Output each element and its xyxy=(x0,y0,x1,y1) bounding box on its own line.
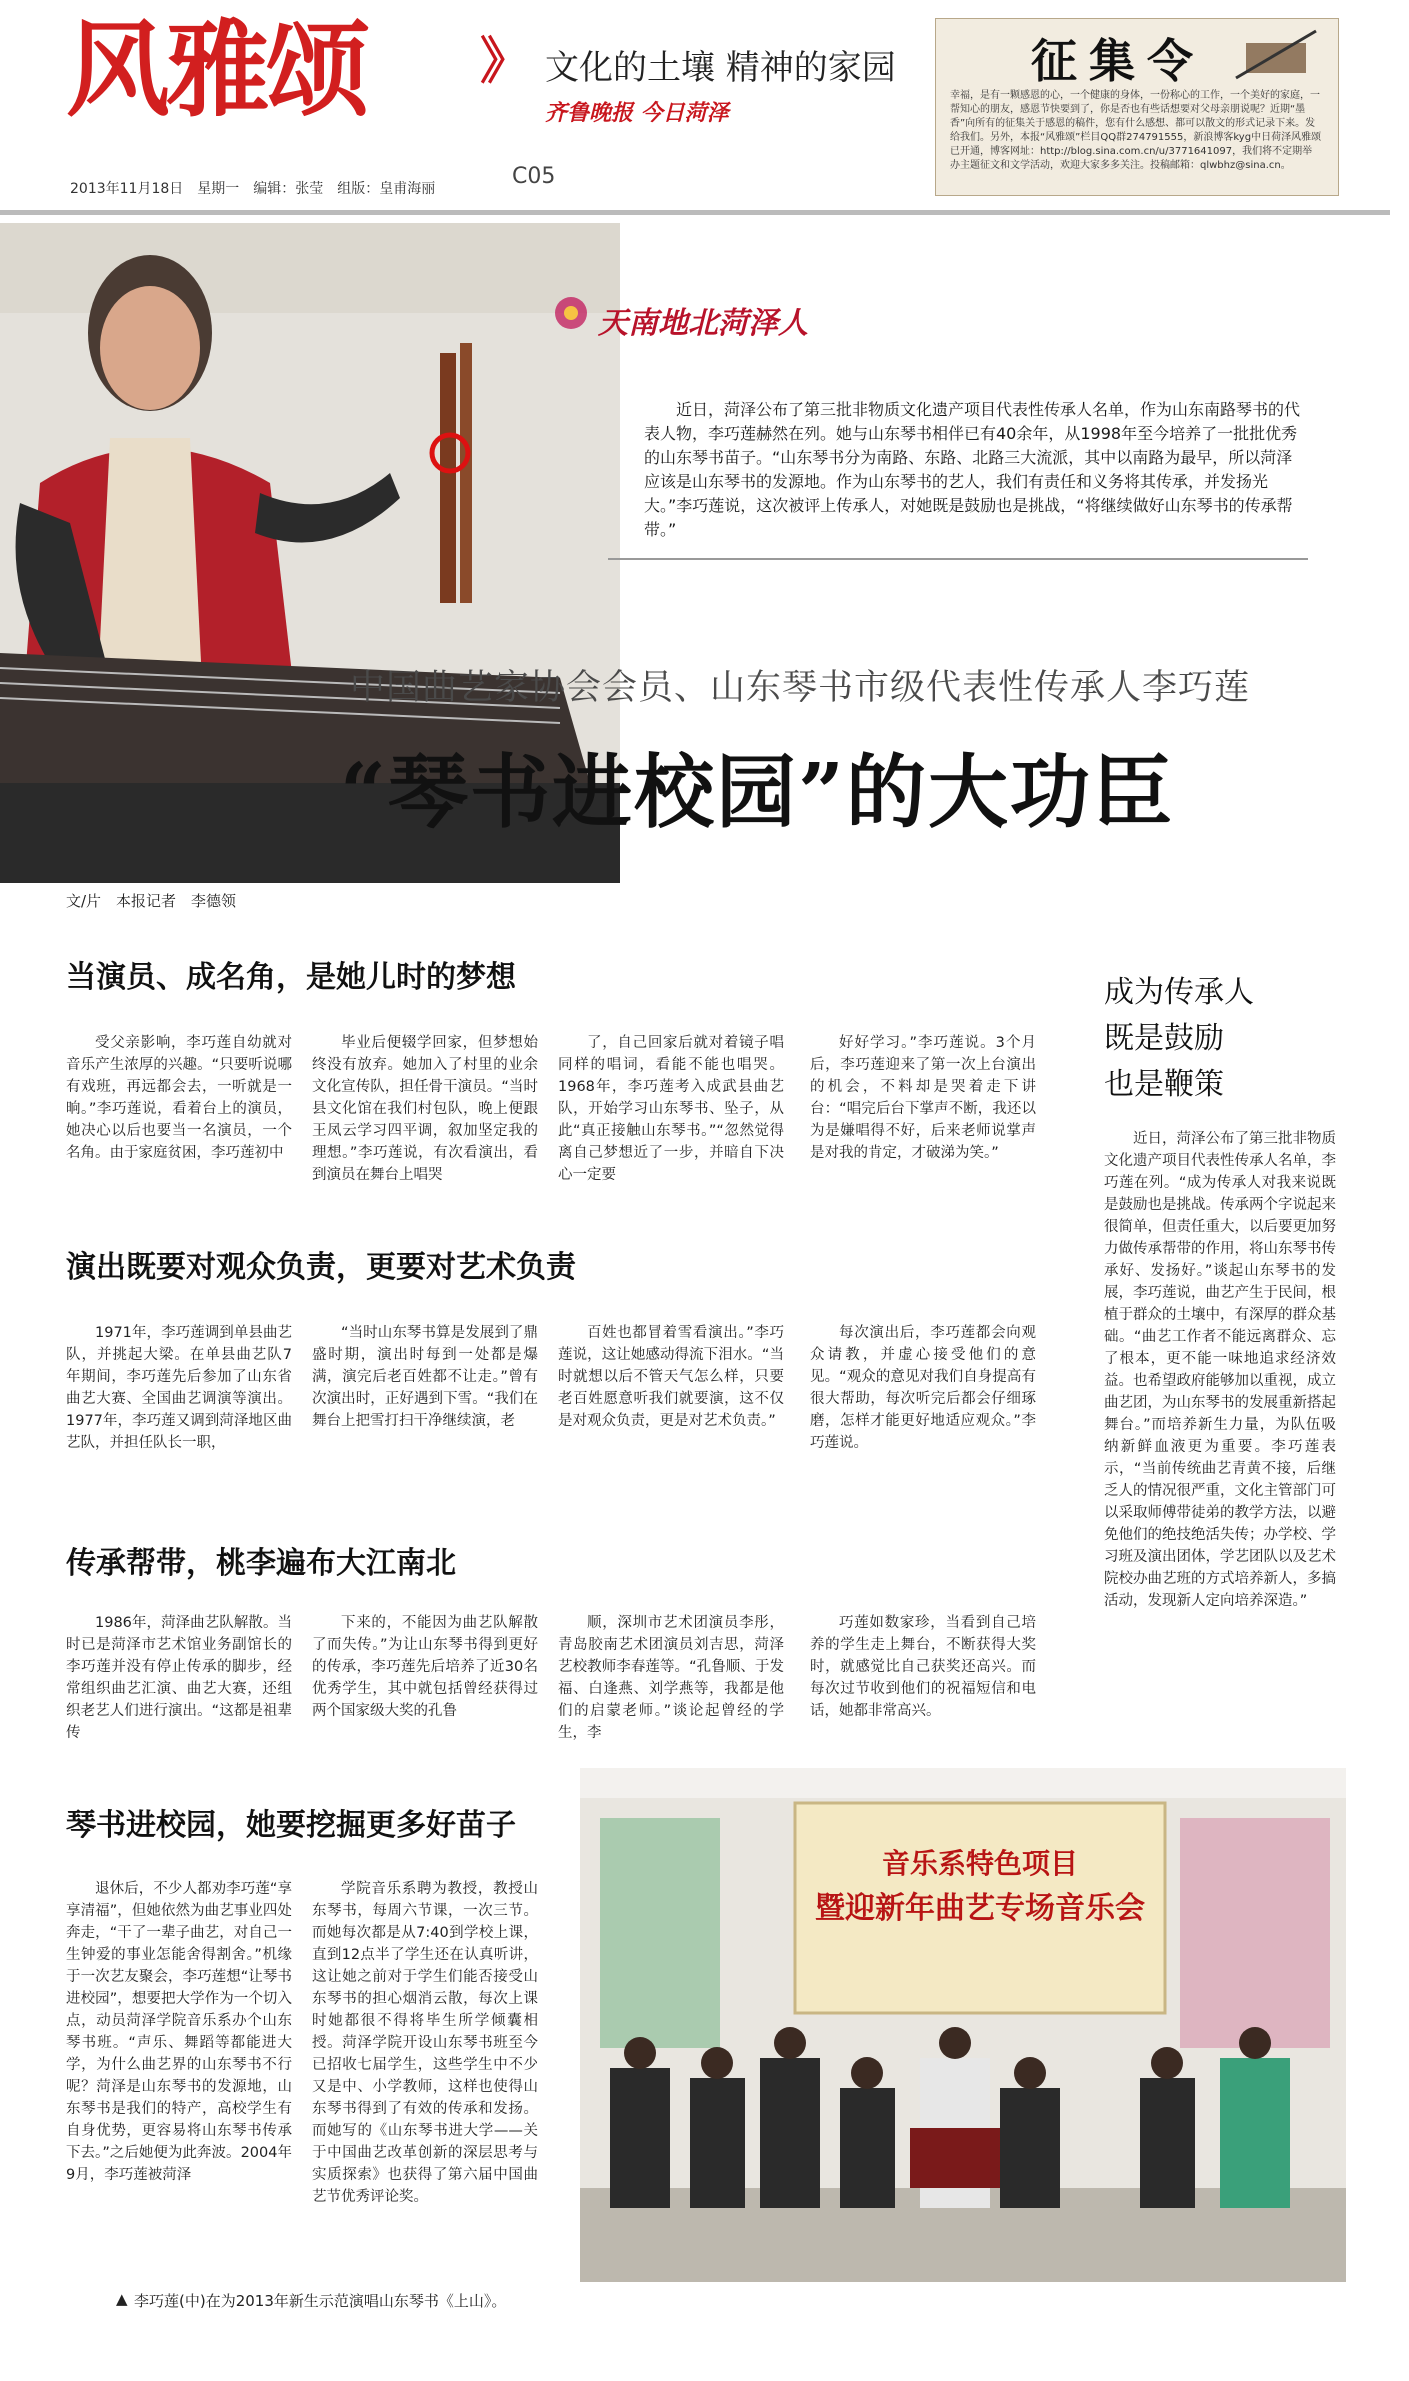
masthead-arrows: 》 xyxy=(480,32,530,90)
section3-col4: 巧莲如数家珍，当看到自己培养的学生走上舞台，不断获得大奖时，就感觉比自己获奖还高兴。而每次过节收到他们的祝福短信和电话，她都非常高兴。 xyxy=(810,1615,1036,1719)
section1-col4: 好好学习。”李巧莲说。3个月后，李巧莲迎来了第一次上台演出的机会，不料却是哭着走下讲台：“唱完后台下掌声不断，我还以为是嫌唱得不好，后来老师说掌声是对我的肯定，才破涕为笑。” xyxy=(810,1035,1036,1161)
notice-box xyxy=(935,18,1339,196)
page-number: C05 xyxy=(512,164,556,189)
caption-marker-icon: ▲ xyxy=(116,2290,128,2308)
lead-paragraph: 近日，菏泽公布了第三批非物质文化遗产项目代表性传承人名单，作为山东南路琴书的代表人物，李巧莲赫然在列。她与山东琴书相伴已有40余年，从1998年至今培养了一批批优秀的山东琴书苗子。“山东琴书分为南路、东路、北路三大流派，其中以南路为最早，所以菏泽应该是山东琴书的发源地。作为山东琴书的艺人，我们有责任和义务将其传承，并发扬光大。”李巧莲说，这次被评上传承人，对她既是鼓励也是挑战，“将继续做好山东琴书的传承帮带。” xyxy=(644,400,1301,539)
section1-col3: 了，自己回家后就对着镜子唱同样的唱词，看能不能也唱哭。1968年，李巧莲考入成武县曲艺队，开始学习山东琴书、坠子，从此“真正接触山东琴书。”“忽然觉得离自己梦想近了一步，并暗自下决心一定要 xyxy=(558,1035,784,1183)
masthead-paper-name: 齐鲁晚报 今日菏泽 xyxy=(545,101,729,126)
section2-col4: 每次演出后，李巧莲都会向观众请教，并虚心接受他们的意见。“观众的意见对我们自身提高有很大帮助，每次听完后都会仔细琢磨，怎样才能更好地适应观众。”李巧莲说。 xyxy=(810,1325,1036,1451)
banner-line1: 音乐系特色项目 xyxy=(881,1847,1079,1880)
banner-line2: 暨迎新年曲艺专场音乐会 xyxy=(815,1891,1145,1926)
section1-heading: 当演员、成名角，是她儿时的梦想 xyxy=(66,960,516,995)
section2-col3: 百姓也都冒着雪看演出。”李巧莲说，这让她感动得流下泪水。“当时就想以后不管天气怎么样，只要老百姓愿意听我们就要演，这不仅是对观众负责，更是对艺术负责。” xyxy=(558,1325,784,1429)
notice-text: 幸福，是有一颗感恩的心，一个健康的身体，一份称心的工作，一个美好的家庭，一帮知心的朋友，感恩节快要到了，你是否也有些话想要对父母亲朋说呢？近期“墨香”向所有的征集关于感恩的稿件，您有什么感想、都可以散文的形式记录下来。发给我们。另外，本报“风雅颂”栏目QQ群274791555，新浪博客kyg中日荷泽风雅颂已开通，博客网址：http://blog.sina.com.cn/u/3771641097，我们将不定期举办主题征文和文学活动，欢迎大家多多关注。投稿邮箱：qlwbhz@sina.cn。 xyxy=(950,90,1322,171)
section4-col1: 退休后，不少人都劝李巧莲“享享清福”，但她依然为曲艺事业四处奔走，“干了一辈子曲艺，对自己一生钟爱的事业怎能舍得割舍。”机缘于一次艺友聚会，李巧莲想“让琴书进校园”，想要把大学作为一个切入点，动员菏泽学院音乐系办个山东琴书班。“声乐、舞蹈等都能进大学，为什么曲艺界的山东琴书不行呢？菏泽是山东琴书的发源地，山东琴书是我们的特产，高校学生有自身优势，更容易将山东琴书传承下去。”之后她便为此奔波。2004年9月，李巧莲被菏泽 xyxy=(66,1881,292,2183)
byline: 文/片 本报记者 李德领 xyxy=(66,892,237,910)
sidebar-heading xyxy=(1104,970,1254,1108)
section3-col3: 顺，深圳市艺术团演员李彤，青岛胶南艺术团演员刘吉思，菏泽艺校教师李春莲等。“孔鲁顺、于发福、白逢燕、刘学燕等，我都是他们的启蒙老师。”谈论起曾经的学生，李 xyxy=(558,1615,784,1741)
masthead-slogan: 文化的土壤 精神的家园 xyxy=(545,48,896,88)
sidebar-heading-line: 成为传承人 xyxy=(1104,975,1254,1010)
section3-col2: 下来的，不能因为曲艺队解散了而失传。”为让山东琴书得到更好的传承，李巧莲先后培养了近30名优秀学生，其中就包括曾经获得过两个国家级大奖的孔鲁 xyxy=(312,1615,538,1719)
section4-heading: 琴书进校园，她要挖掘更多好苗子 xyxy=(66,1808,516,1843)
section2-col2: “当时山东琴书算是发展到了鼎盛时期，演出时每到一处都是爆满，演完后老百姓都不让走。”曾有次演出时，正好遇到下雪。“我们在舞台上把雪打扫干净继续演，老 xyxy=(312,1325,538,1429)
section3-heading: 传承帮带，桃李遍布大江南北 xyxy=(66,1546,456,1581)
main-headline: “琴书进校园”的大功臣 xyxy=(340,745,1175,839)
concert-photo xyxy=(580,1768,1346,2282)
stamp-pen-icon xyxy=(1226,23,1326,83)
top-divider xyxy=(0,210,1390,215)
column-tag: 天南地北菏泽人 xyxy=(598,306,808,341)
section1-col2: 毕业后便辍学回家，但梦想始终没有放弃。她加入了村里的业余文化宣传队，担任骨干演员。“当时县文化馆在我们村包队，晚上便跟王凤云学习四平调，叙加坚定我的理想。”李巧莲说，有次看演出，看到演员在舞台上唱哭 xyxy=(312,1035,538,1183)
sidebar-heading-line: 也是鞭策 xyxy=(1104,1067,1224,1102)
edition-info: 2013年11月18日 星期一 编辑：张莹 组版：皇甫海丽 xyxy=(70,181,436,197)
section2-heading: 演出既要对观众负责，更要对艺术负责 xyxy=(66,1250,576,1285)
sidebar-heading-line: 既是鼓励 xyxy=(1104,1021,1224,1056)
sidebar-text: 近日，菏泽公布了第三批非物质文化遗产项目代表性传承人名单，李巧莲在列。“成为传承人对我来说既是鼓励也是挑战。传承两个字说起来很简单，但责任重大，以后要更加努力做传承帮带的作用，将山东琴书传承好、发扬好。”谈起山东琴书的发展，李巧莲说，曲艺产生于民间，根植于群众的土壤中，有深厚的群众基础。“曲艺工作者不能远离群众、忘了根本，更不能一味地追求经济效益。也希望政府能够加以重视，成立曲艺团，为山东琴书的发展重新搭起舞台。”而培养新生力量，为队伍吸纳新鲜血液更为重要。李巧莲表示，“当前传统曲艺青黄不接，后继乏人的情况很严重，文化主管部门可以采取师傅带徒弟的教学方法，以避免他们的绝技绝活失传；办学校、学习班及演出团体，学艺团队以及艺术院校办曲艺班的方式培养新人，多搞活动，发现新人定向培养深造。” xyxy=(1104,1131,1336,1609)
flower-icon xyxy=(546,292,596,334)
photo-caption: 李巧莲(中)在为2013年新生示范演唱山东琴书《上山》。 xyxy=(134,2292,507,2310)
section3-col1: 1986年，菏泽曲艺队解散。当时已是菏泽市艺术馆业务副馆长的李巧莲并没有停止传承的脚步，经常组织曲艺汇演、曲艺大赛，还组织老艺人们进行演出。“这都是祖辈传 xyxy=(66,1615,292,1741)
kicker-headline: 中国曲艺家协会会员、山东琴书市级代表性传承人李巧莲 xyxy=(350,668,1251,708)
section2-col1: 1971年，李巧莲调到单县曲艺队，并挑起大梁。在单县曲艺队7年期间，李巧莲先后参加了山东省曲艺大赛、全国曲艺调演等演出。1977年，李巧莲又调到菏泽地区曲艺队，并担任队长一职， xyxy=(66,1325,292,1451)
masthead-title: 风雅颂 xyxy=(66,8,367,131)
notice-title: 征集令 xyxy=(1031,34,1205,88)
section1-col1: 受父亲影响，李巧莲自幼就对音乐产生浓厚的兴趣。“只要听说哪有戏班，再远都会去，一听就是一晌。”李巧莲说，看着台上的演员，她决心以后也要当一名演员，一个名角。由于家庭贫困，李巧莲初中 xyxy=(66,1035,292,1161)
section4-col2: 学院音乐系聘为教授，教授山东琴书，每周六节课，一次三节。而她每次都是从7:40到学校上课，直到12点半了学生还在认真听讲，这让她之前对于学生们能否接受山东琴书的担心烟消云散，每次上课时她都很不得将毕生所学倾囊相授。菏泽学院开设山东琴书班至今已招收七届学生，这些学生中不少又是中、小学教师，这样也使得山东琴书得到了有效的传承和发扬。而她写的《山东琴书进大学——关于中国曲艺改革创新的深层思考与实质探索》也获得了第六届中国曲艺节优秀评论奖。 xyxy=(312,1881,538,2205)
